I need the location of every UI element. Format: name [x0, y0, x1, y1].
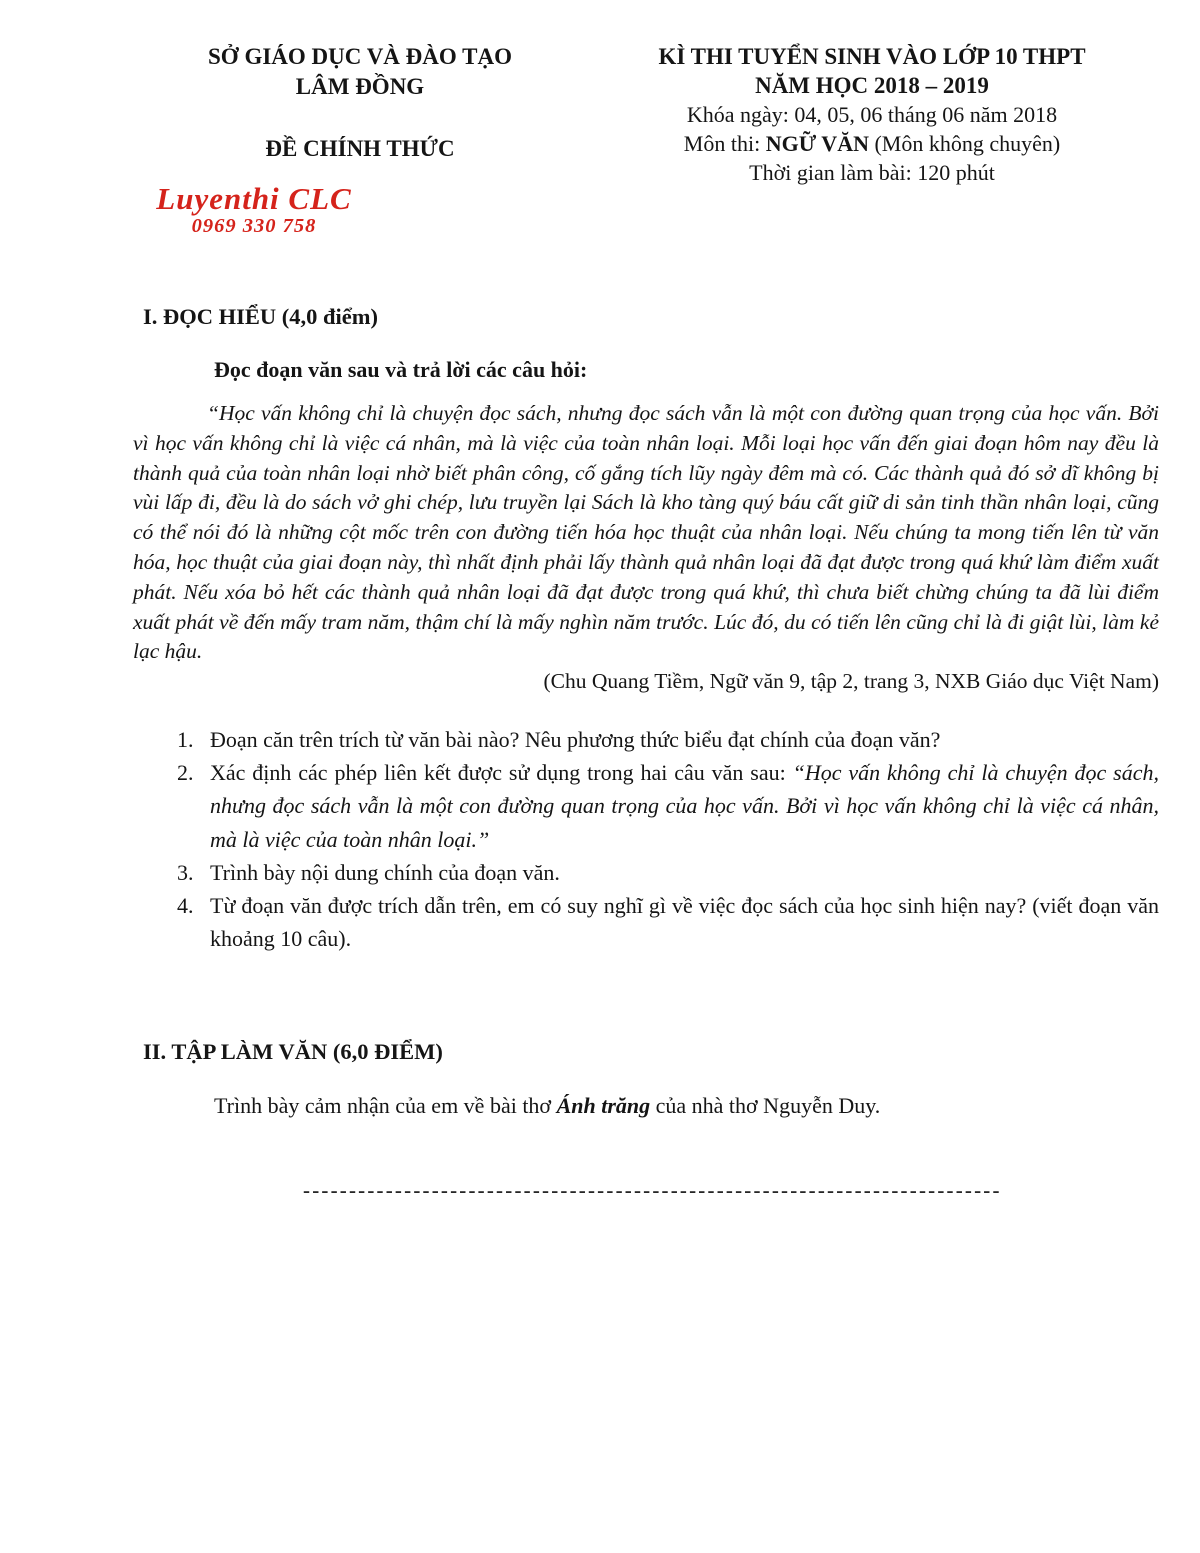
- header-right: [612, 42, 1132, 187]
- logo-brand-text: Luyenthi CLC: [156, 181, 352, 216]
- luyenthi-clc-logo: [136, 183, 372, 237]
- question-item-1: [133, 723, 1159, 756]
- section2-heading: II. TẬP LÀM VĂN (6,0 ĐIỂM): [143, 1039, 443, 1064]
- passage-attribution: (Chu Quang Tiềm, Ngữ văn 9, tập 2, trang 3, NXB Giáo dục Việt Nam): [543, 669, 1159, 694]
- section1-instruction: Đọc đoạn văn sau và trả lời các câu hỏi:: [214, 357, 588, 382]
- exam-title-line1: KÌ THI TUYỂN SINH VÀO LỚP 10 THPT: [658, 44, 1086, 69]
- question-3-number: 3.: [177, 859, 194, 885]
- question-4-text: Từ đoạn văn được trích dẫn trên, em có suy nghĩ gì về việc đọc sách của học sinh hiện nay? (viết đoạn văn khoảng 10 câu).: [210, 892, 1159, 952]
- section-reading-comprehension: [133, 303, 1159, 955]
- logo-phone-number: 0969 330 758: [191, 214, 317, 237]
- section-essay: [133, 1038, 1159, 1120]
- question-4-number: 4.: [177, 892, 194, 918]
- question-2-text: [210, 756, 1159, 856]
- exam-subject-line: [612, 129, 1132, 158]
- subject-prefix: Môn thi:: [683, 131, 766, 156]
- question-list: [133, 723, 1159, 955]
- essay-prompt-prefix: Trình bày cảm nhận của em về bài thơ: [214, 1093, 557, 1118]
- essay-prompt-suffix: của nhà thơ Nguyễn Duy.: [650, 1093, 881, 1118]
- exam-duration-line: Thời gian làm bài: 120 phút: [749, 160, 995, 185]
- subject-name: NGỮ VĂN: [765, 131, 869, 156]
- question-2-number: 2.: [177, 760, 194, 786]
- question-1-text: Đoạn căn trên trích từ văn bài nào? Nêu phương thức biểu đạt chính của đoạn văn?: [210, 726, 941, 752]
- question-2-quote: “Học vấn không chỉ là chuyện đọc sách, nhưng đọc sách vẫn là một con đường quan trọng của học vấn. Bởi vì học vấn không chỉ là việc cá nhân, mà là việc của toàn nhân loại.”: [210, 760, 1159, 852]
- essay-prompt: [214, 1092, 1159, 1120]
- subject-suffix: (Môn không chuyên): [868, 131, 1061, 156]
- question-item-3: [133, 856, 1159, 889]
- question-item-4: [133, 889, 1159, 955]
- question-1-number: 1.: [177, 726, 194, 752]
- department-name-line2: LÂM ĐỒNG: [295, 74, 425, 99]
- official-exam-label: ĐỀ CHÍNH THỨC: [265, 136, 455, 161]
- exam-date-line: Khóa ngày: 04, 05, 06 tháng 06 năm 2018: [686, 102, 1058, 127]
- exam-title-line2: NĂM HỌC 2018 – 2019: [755, 73, 989, 98]
- department-name-line1: SỞ GIÁO DỤC VÀ ĐÀO TẠO: [208, 44, 512, 69]
- poem-title: Ánh trăng: [556, 1093, 651, 1118]
- end-separator: ----------------------------------------------------------------------------: [303, 1178, 1002, 1202]
- section1-heading: I. ĐỌC HIỂU (4,0 điểm): [143, 304, 378, 329]
- question-item-2: [133, 756, 1159, 856]
- question-3-text: Trình bày nội dung chính của đoạn văn.: [210, 859, 560, 885]
- header-left: [150, 42, 570, 164]
- reading-passage: “Học vấn không chỉ là chuyện đọc sách, nhưng đọc sách vẫn là một con đường quan trọng của học vấn. Bởi vì học vấn không chỉ là việc cá nhân, mà là việc của toàn nhân loại. Mỗi loại học vấn đến giai đoạn hôm nay đều là thành quả của toàn nhân loại nhờ biết phân công, cố gắng tích lũy ngày đêm mà có. Các thành quả đó sở dĩ không bị vùi lấp đi, đều là do sách vở ghi chép, lưu truyền lại Sách là kho tàng quý báu cất giữ di sản tinh thần nhân loại, cũng có thể nói đó là những cột mốc trên con đường tiến hóa học thuật của nhân loại. Nếu chúng ta mong tiến lên từ văn hóa, học thuật của giai đoạn này, thì nhất định phải lấy thành quả nhân loại đã đạt được trong quá khứ làm điểm xuất phát. Nếu xóa bỏ hết các thành quả nhân loại đã đạt được trong quá khứ, thì chưa biết chừng chúng ta đã lùi điểm xuất phát về đến mấy tram năm, thậm chí là mấy nghìn năm trước. Lúc đó, du có tiến lên cũng chỉ là đi giật lùi, làm kẻ lạc hậu.: [133, 401, 1159, 664]
- question-2-stem: Xác định các phép liên kết được sử dụng trong hai câu văn sau:: [210, 760, 793, 786]
